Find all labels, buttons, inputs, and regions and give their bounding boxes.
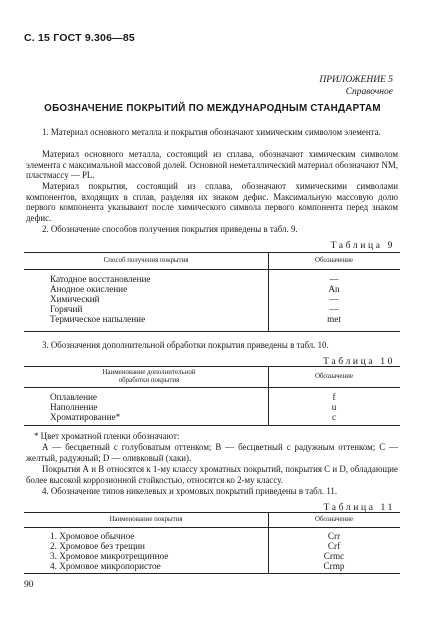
table-cell: — [329, 304, 339, 314]
table10-names [50, 392, 120, 422]
table10-header-code: Обозначение [314, 373, 354, 380]
table-cell: — [329, 274, 339, 284]
table11-header-name: Наименование покрытия [109, 516, 183, 523]
table11-header-code: Обозначение [314, 516, 354, 523]
table10-caption: Таблица 10 [323, 356, 395, 367]
table9-codes [268, 274, 400, 324]
table-row: Катодное восстановление [50, 274, 151, 284]
footnote-title: * Цвет хроматной пленки обозначают: [34, 431, 180, 441]
paragraph-2: Материал основного металла, состоящий из сплава, обозначают химическим символом элемента с максимальной массовой долей. Основной неметаллический материал обозначают NM, пластмассу — PL. [26, 149, 398, 181]
appendix-label: ПРИЛОЖЕНИЕ 5 [319, 75, 393, 85]
table9-caption: Таблица 9 [330, 240, 395, 251]
table-row: 2. Хромовое без трещин [50, 541, 145, 551]
paragraph-3: Материал покрытия, состоящий из сплава, обозначают химическими символами компонентов, входящих в сплав, разделяя их знаком дефис. Максимальную массовую долю первого компонента указывают после химического символа первого компонента перед знаком дефис. [26, 181, 398, 223]
table9-header-code: Обозначение [314, 257, 354, 264]
table10 [24, 366, 400, 426]
table-cell: Crmc [323, 551, 345, 561]
paragraph-5: 3. Обозначения дополнительной обработки покрытия приведены в табл. 10. [42, 340, 329, 350]
paragraph-4: 2. Обозначение способов получения покрытия приведены в табл. 9. [42, 224, 298, 234]
table-row: Оплавление [50, 392, 98, 402]
table10-header-processing: Наименование дополнительной обработки покрытия [102, 369, 196, 384]
paragraph-1: 1. Материал основного металла и покрытия обозначают химическим символом элемента. [42, 127, 381, 137]
table-row: Анодное окисление [50, 284, 128, 294]
table9-names [50, 274, 151, 324]
table11-codes [268, 531, 400, 571]
page-number: 90 [24, 580, 34, 590]
table-cell: — [329, 294, 339, 304]
table11-names [50, 531, 168, 571]
table10-codes [268, 392, 400, 422]
table-row: 3. Хромовое микротрещинное [50, 551, 169, 561]
page-header: С. 15 ГОСТ 9.306—85 [24, 32, 135, 44]
table9-header-method: Способ получения покрытия [103, 257, 189, 264]
paragraph-6: Покрытия А и В относятся к 1-му классу хроматных покрытий, покрытия С и D, обладающие более высокой коррозионной стойкостью, относятся ко 2-му классу. [26, 464, 398, 485]
table9 [24, 252, 400, 332]
table-cell: u [331, 402, 337, 412]
table11 [24, 512, 400, 574]
paragraph-7: 4. Обозначение типов никелевых и хромовых покрытий приведены в табл. 11. [42, 486, 338, 496]
table-row: Химический [50, 294, 100, 304]
table-cell: Crmp [323, 561, 345, 571]
section-title: ОБОЗНАЧЕНИЕ ПОКРЫТИЙ ПО МЕЖДУНАРОДНЫМ СТАНДАРТАМ [44, 103, 381, 114]
table11-caption: Таблица 11 [323, 502, 395, 513]
table-cell: c [331, 412, 337, 422]
appendix-block [319, 74, 393, 98]
table-row: 1. Хромовое обычное [50, 531, 135, 541]
table-row: Хроматирование* [50, 412, 121, 422]
table-cell: f [332, 392, 336, 402]
table-row: Горячий [50, 304, 83, 314]
table-cell: Crr [327, 531, 341, 541]
table-row: 4. Хромовое микропористое [50, 561, 161, 571]
appendix-note: Справочное [345, 87, 393, 97]
table-cell: Crf [327, 541, 341, 551]
table-cell: An [328, 284, 340, 294]
table-row: Наполнение [50, 402, 98, 412]
table-cell: met [327, 314, 341, 324]
table-row: Термическое напыление [50, 314, 146, 324]
footnote-body: А — бесцветный с голубоватым оттенком; В — бесцветный с радужным оттенком; С — желтый, радужный; D — оливковый (хаки). [26, 442, 398, 463]
